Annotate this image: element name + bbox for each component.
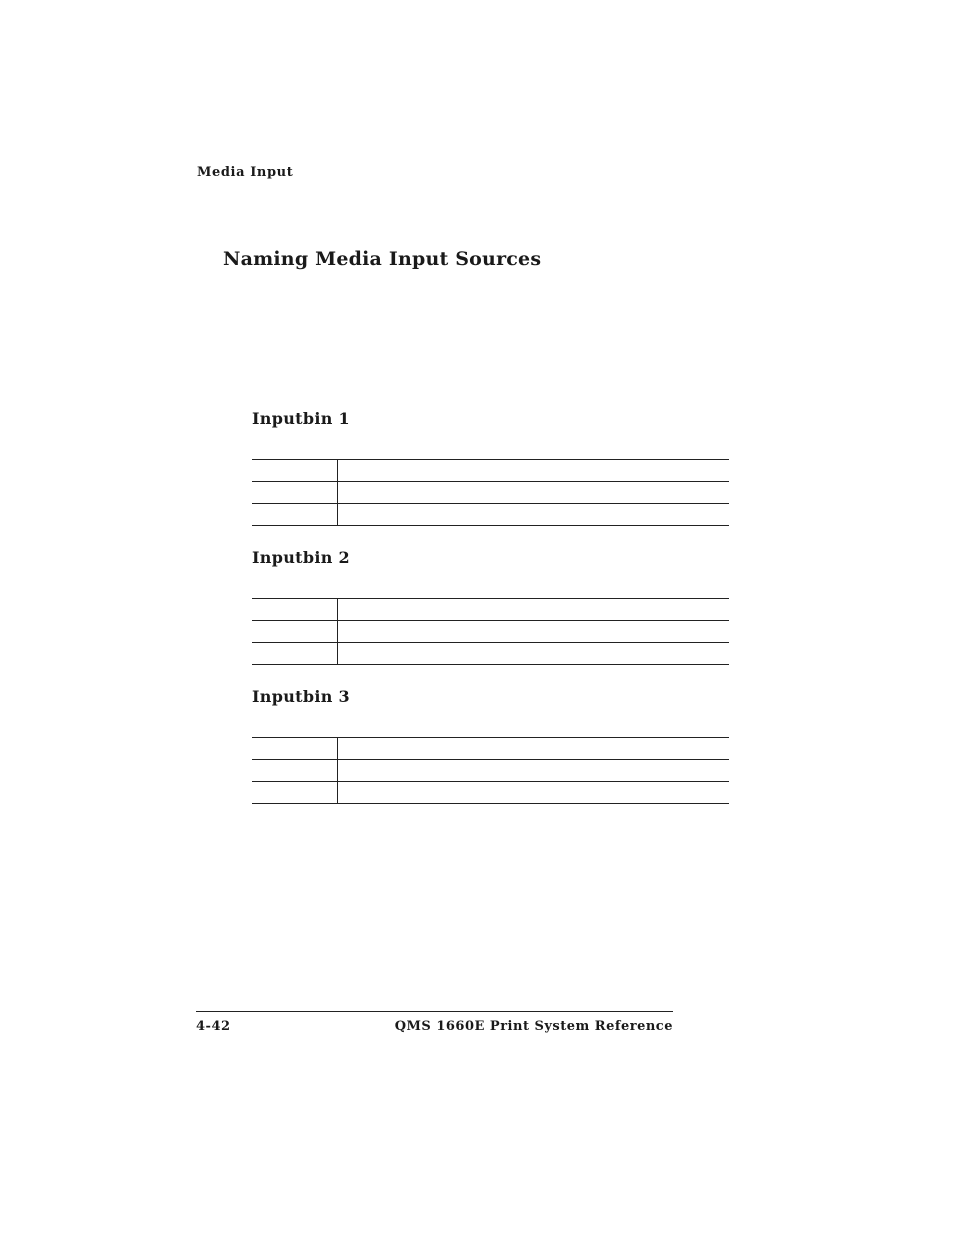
running-header: Media Input xyxy=(197,165,294,180)
table-cell-value xyxy=(338,482,730,504)
footer-book-title: QMS 1660E Print System Reference xyxy=(394,1019,673,1034)
table-row xyxy=(252,782,729,804)
table-cell-label xyxy=(252,782,338,804)
table-cell-value xyxy=(338,738,730,760)
table-row xyxy=(252,460,729,482)
page-number: 4-42 xyxy=(196,1019,231,1034)
table-cell-value xyxy=(338,460,730,482)
table-cell-label xyxy=(252,760,338,782)
inputbin-2-table xyxy=(252,598,729,665)
table-cell-value xyxy=(338,504,730,526)
table-cell-label xyxy=(252,504,338,526)
table-cell-value xyxy=(338,599,730,621)
table-cell-label xyxy=(252,738,338,760)
table-row xyxy=(252,482,729,504)
table-cell-label xyxy=(252,621,338,643)
table-row xyxy=(252,643,729,665)
section-title: Naming Media Input Sources xyxy=(223,248,542,270)
table-row xyxy=(252,599,729,621)
table-row xyxy=(252,760,729,782)
table-cell-value xyxy=(338,621,730,643)
table-cell-label xyxy=(252,460,338,482)
table-row xyxy=(252,504,729,526)
table-cell-label xyxy=(252,482,338,504)
inputbin-3-title: Inputbin 3 xyxy=(252,687,350,706)
table-cell-value xyxy=(338,760,730,782)
table-cell-value xyxy=(338,643,730,665)
table-row xyxy=(252,738,729,760)
inputbin-1-title: Inputbin 1 xyxy=(252,409,350,428)
table-cell-label xyxy=(252,599,338,621)
inputbin-1-table xyxy=(252,459,729,526)
footer-divider xyxy=(196,1011,673,1012)
table-row xyxy=(252,621,729,643)
table-cell-value xyxy=(338,782,730,804)
inputbin-3-table xyxy=(252,737,729,804)
table-cell-label xyxy=(252,643,338,665)
inputbin-2-title: Inputbin 2 xyxy=(252,548,350,567)
